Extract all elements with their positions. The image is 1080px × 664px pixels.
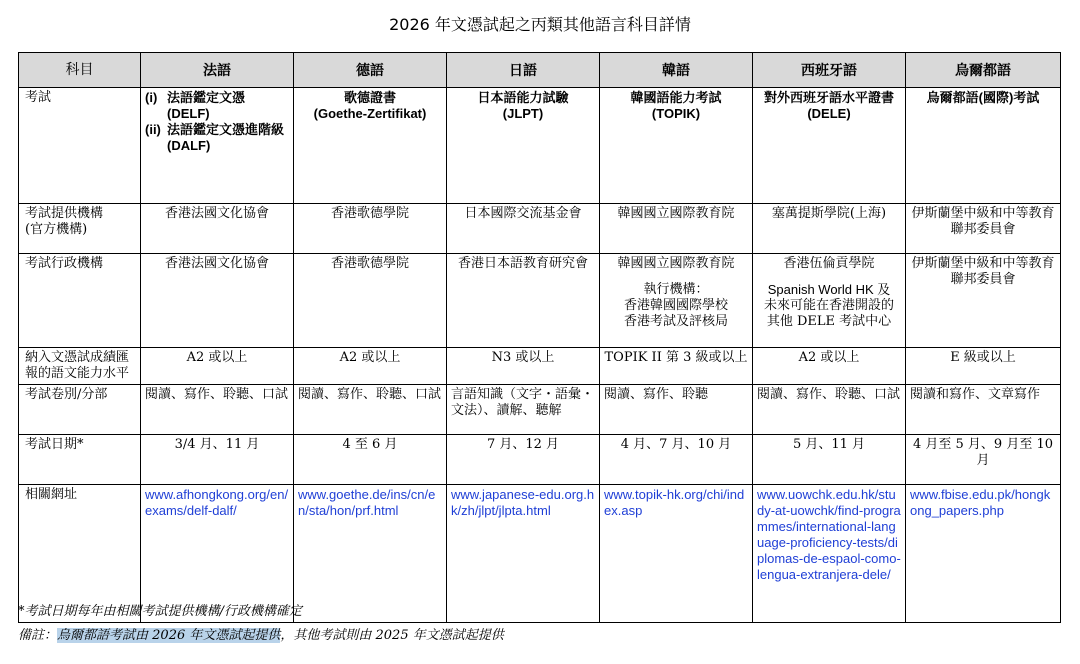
cell-exam-urdu (906, 88, 1061, 204)
cell-admin-spanish (753, 254, 906, 348)
row-label-admin: 考試行政機構 (19, 254, 141, 348)
header-french: 法語 (141, 53, 294, 88)
exam-urdu-name: 烏爾都語(國際)考試 (926, 90, 1040, 105)
admin-korean-line-2: 執行機構： (643, 282, 709, 297)
cell-provider-german: 香港歌德學院 (294, 204, 447, 254)
exam-french-name-2: 法語鑑定文憑進階級 (167, 122, 285, 137)
cell-links-urdu (906, 485, 1061, 623)
table-row-papers (19, 385, 1061, 435)
remarks-suffix: ，其他考試則由 2025 年文憑試起提供 (280, 628, 504, 643)
cell-dates-korean: 4 月、7 月、10 月 (600, 435, 753, 485)
admin-spanish-line-3: 未來可能在香港開設的 (763, 298, 894, 313)
row-label-exam: 考試 (19, 88, 141, 204)
link-french[interactable]: www.afhongkong.org/en/exams/delf-dalf/ (145, 487, 289, 518)
exam-spanish-name: 對外西班牙語水平證書 (763, 90, 894, 105)
cell-dates-urdu: 4 月至 5 月、9 月至 10 月 (906, 435, 1061, 485)
cell-papers-spanish: 閱讀、寫作、聆聽、口試 (753, 385, 906, 435)
exam-korean-code: (TOPIK) (651, 106, 701, 121)
cell-provider-french: 香港法國文化協會 (141, 204, 294, 254)
header-german: 德語 (294, 53, 447, 88)
cell-admin-korean (600, 254, 753, 348)
cell-links-korean (600, 485, 753, 623)
cell-exam-german (294, 88, 447, 204)
exam-korean-name: 韓國語能力考試 (630, 90, 722, 105)
row-label-provider: 考試提供機構 (官方機構) (19, 204, 141, 254)
row-label-dates: 考試日期* (19, 435, 141, 485)
row-label-links: 相關網址 (19, 485, 141, 623)
exam-german-name: 歌德證書 (343, 90, 396, 105)
link-urdu[interactable]: www.fbise.edu.pk/hongkong_papers.php (910, 487, 1051, 518)
cell-papers-german: 閱讀、寫作、聆聽、口試 (294, 385, 447, 435)
cell-links-german (294, 485, 447, 623)
cell-level-spanish: A2 或以上 (753, 348, 906, 385)
cell-provider-korean: 韓國國立國際教育院 (600, 204, 753, 254)
cell-dates-french: 3/4 月、11 月 (141, 435, 294, 485)
header-japanese: 日語 (447, 53, 600, 88)
table-row-exam (19, 88, 1061, 204)
cell-papers-korean: 閱讀、寫作、聆聽 (600, 385, 753, 435)
cell-admin-urdu: 伊斯蘭堡中級和中等教育聯邦委員會 (906, 254, 1061, 348)
cell-provider-spanish: 塞萬提斯學院(上海) (753, 204, 906, 254)
cell-provider-japanese: 日本國際交流基金會 (447, 204, 600, 254)
cell-exam-spanish (753, 88, 906, 204)
remarks-prefix: 備註： (18, 628, 58, 643)
header-spanish: 西班牙語 (753, 53, 906, 88)
admin-korean-line-1: 韓國國立國際教育院 (617, 256, 735, 271)
exam-french-index-2: (ii) (145, 122, 161, 137)
cell-papers-japanese: 言語知識（文字・語彙・文法）、讀解、聽解 (447, 385, 600, 435)
footnote-dates: *考試日期每年由相關考試提供機構/行政機構確定 (18, 604, 302, 619)
cell-level-german: A2 或以上 (294, 348, 447, 385)
cell-links-spanish (753, 485, 906, 623)
exam-japanese-code: (JLPT) (502, 106, 544, 121)
cell-papers-french: 閱讀、寫作、聆聽、口試 (141, 385, 294, 435)
header-subject: 科目 (19, 53, 141, 88)
cell-admin-japanese: 香港日本語教育研究會 (447, 254, 600, 348)
exam-french-name-1: 法語鑑定文憑 (167, 90, 246, 105)
remarks-highlight: 烏爾都語考試由 2026 年文憑試起提供 (57, 628, 281, 643)
admin-spanish-line-1: 香港伍倫貢學院 (783, 256, 875, 271)
cell-dates-japanese: 7 月、12 月 (447, 435, 600, 485)
exam-japanese-name: 日本語能力試驗 (477, 90, 569, 105)
link-german[interactable]: www.goethe.de/ins/cn/en/sta/hon/prf.html (298, 487, 436, 518)
cell-level-japanese: N3 或以上 (447, 348, 600, 385)
exam-french-index-1: (i) (145, 90, 158, 105)
link-korean[interactable]: www.topik-hk.org/chi/index.asp (604, 487, 745, 518)
table-row-dates (19, 435, 1061, 485)
row-label-level: 納入文憑試成績匯報的語文能力水平 (19, 348, 141, 385)
cell-dates-german: 4 至 6 月 (294, 435, 447, 485)
link-japanese[interactable]: www.japanese-edu.org.hk/zh/jlpt/jlpta.html (451, 487, 595, 518)
cell-admin-german: 香港歌德學院 (294, 254, 447, 348)
footnote-remarks (18, 624, 504, 643)
link-spanish[interactable]: www.uowchk.edu.hk/study-at-uowchk/find-programmes/international-language-proficiency-tests/diplomas-de-espaol-como-lengua-extranjera-dele/ (757, 487, 901, 582)
row-label-papers: 考試卷別/分部 (19, 385, 141, 435)
exam-french-code-2: (DALF) (167, 138, 211, 153)
admin-spanish-line-2: Spanish World HK 及 (767, 282, 891, 297)
cell-links-japanese (447, 485, 600, 623)
cell-exam-japanese (447, 88, 600, 204)
page-title: 2026 年文憑試起之丙類其他語言科目詳情 (389, 15, 691, 34)
admin-korean-line-3: 香港韓國國際學校 (623, 298, 728, 313)
cell-papers-urdu: 閱讀和寫作、文章寫作 (906, 385, 1061, 435)
cell-exam-french (141, 88, 294, 204)
cell-dates-spanish: 5 月、11 月 (753, 435, 906, 485)
cell-level-french: A2 或以上 (141, 348, 294, 385)
admin-spanish-line-4: 其他 DELE 考試中心 (766, 314, 892, 329)
header-urdu: 烏爾都語 (906, 53, 1061, 88)
admin-korean-line-4: 香港考試及評核局 (623, 314, 728, 329)
exam-spanish-code: (DELE) (807, 106, 851, 121)
cell-provider-urdu: 伊斯蘭堡中級和中等教育聯邦委員會 (906, 204, 1061, 254)
language-subjects-table (18, 52, 1061, 623)
exam-french-code-1: (DELF) (167, 106, 210, 121)
table-row-admin (19, 254, 1061, 348)
table-row-level (19, 348, 1061, 385)
table-header-row (19, 53, 1061, 88)
cell-exam-korean (600, 88, 753, 204)
exam-german-code: (Goethe-Zertifikat) (313, 106, 427, 121)
cell-level-korean: TOPIK II 第 3 級或以上 (600, 348, 753, 385)
header-korean: 韓語 (600, 53, 753, 88)
table-row-provider (19, 204, 1061, 254)
cell-admin-french: 香港法國文化協會 (141, 254, 294, 348)
cell-level-urdu: E 級或以上 (906, 348, 1061, 385)
